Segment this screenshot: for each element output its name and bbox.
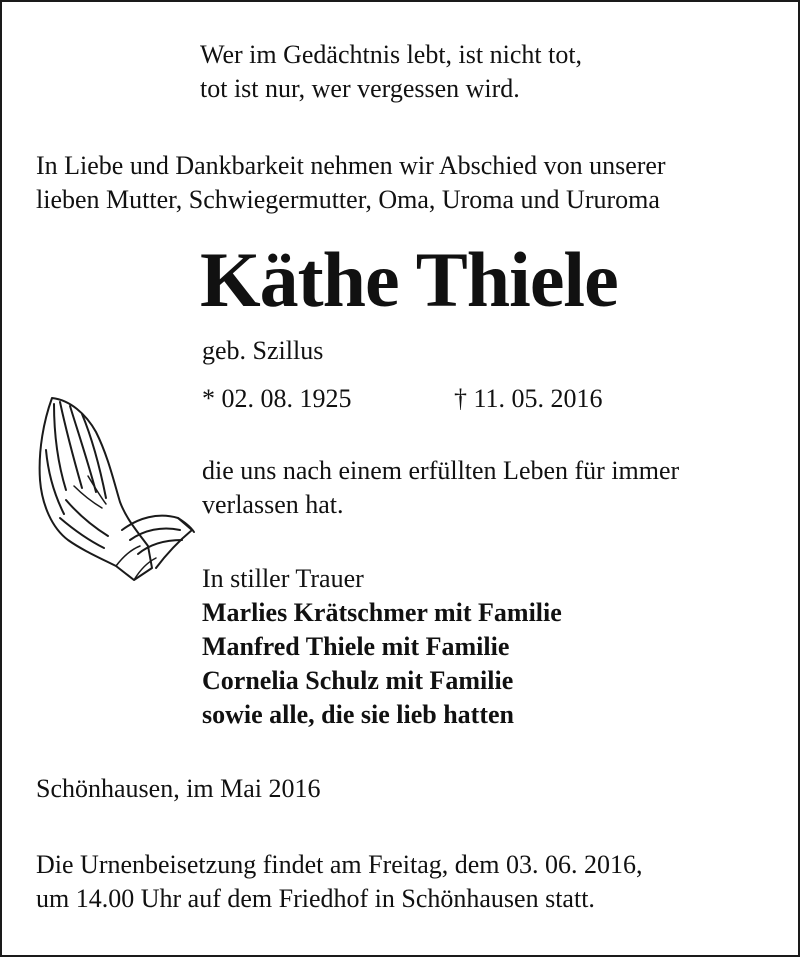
life-line: verlassen hat. <box>202 490 344 519</box>
burial-line: Die Urnenbeisetzung findet am Freitag, dem 03. 06. 2016, <box>36 850 643 879</box>
life-text <box>202 454 679 522</box>
motto-line: Wer im Gedächtnis lebt, ist nicht tot, <box>200 40 583 69</box>
burial-info <box>36 848 643 916</box>
praying-hands-icon <box>30 390 196 586</box>
motto-verse <box>200 38 582 106</box>
intro-line: In Liebe und Dankbarkeit nehmen wir Abschied von unserer <box>36 151 666 180</box>
death-date: † 11. 05. 2016 <box>454 384 603 413</box>
burial-line: um 14.00 Uhr auf dem Friedhof in Schönhausen statt. <box>36 884 595 913</box>
place-date: Schönhausen, im Mai 2016 <box>36 774 321 803</box>
maiden-name: geb. Szillus <box>202 336 324 365</box>
mourner-name: Marlies Krätschmer mit Familie <box>202 598 562 627</box>
mourning-heading: In stiller Trauer <box>202 564 364 593</box>
birth-date: * 02. 08. 1925 <box>202 384 352 413</box>
motto-line: tot ist nur, wer vergessen wird. <box>200 74 520 103</box>
mourner-list <box>202 596 562 732</box>
life-line: die uns nach einem erfüllten Leben für immer <box>202 456 680 485</box>
intro-line: lieben Mutter, Schwiegermutter, Oma, Uroma und Ururoma <box>36 185 660 214</box>
deceased-name: Käthe Thiele <box>200 236 618 323</box>
mourner-name: Cornelia Schulz mit Familie <box>202 666 514 695</box>
intro-text <box>36 149 666 217</box>
mourner-name: sowie alle, die sie lieb hatten <box>202 700 514 729</box>
mourner-name: Manfred Thiele mit Familie <box>202 632 510 661</box>
